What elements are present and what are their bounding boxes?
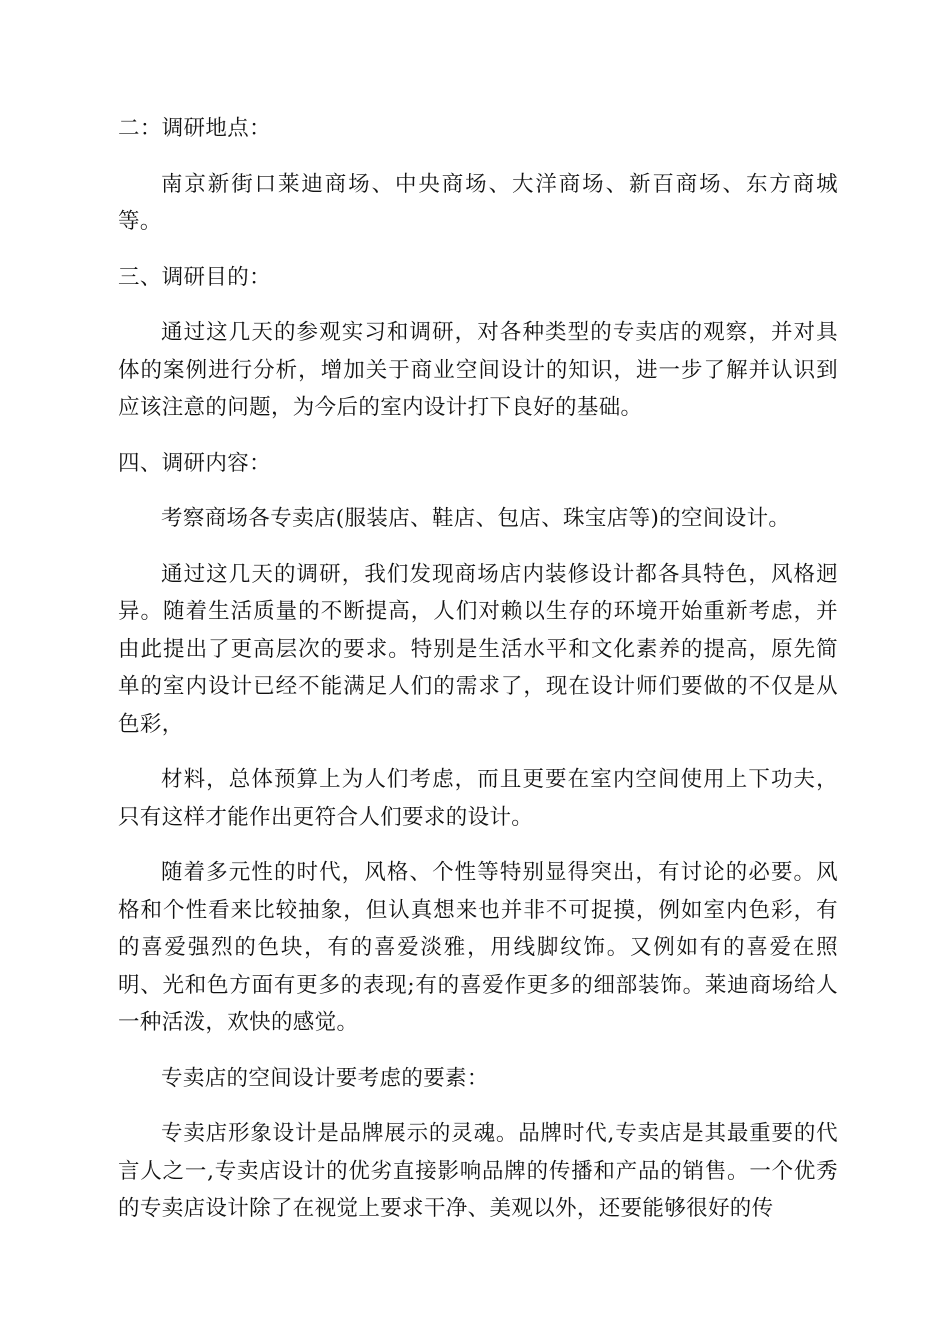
paragraph-survey-findings: 通过这几天的调研，我们发现商场店内装修设计都各具特色，风格迥异。随着生活质量的不断提高，人们对赖以生存的环境开始重新考虑，并由此提出了更高层次的要求。特别是生活水平和文化素养的提高，原先简单的室内设计已经不能满足人们的需求了，现在设计师们要做的不仅是从色彩，: [118, 561, 838, 737]
heading-survey-purpose: 三、调研目的：: [118, 264, 271, 290]
paragraph-survey-location: 南京新街口莱迪商场、中央商场、大洋商场、新百商场、东方商城等。: [118, 171, 838, 234]
heading-survey-content: 四、调研内容：: [118, 450, 271, 476]
heading-survey-location: 二：调研地点：: [118, 116, 271, 141]
paragraph-survey-purpose: 通过这几天的参观实习和调研，对各种类型的专卖店的观察，并对具体的案例进行分析，增加关于商业空间设计的知识，进一步了解并认识到应该注意的问题，为今后的室内设计打下良好的基础。: [118, 320, 838, 420]
document-body: [118, 110, 838, 1228]
paragraph-materials-budget: 材料，总体预算上为人们考虑，而且更要在室内空间使用上下功夫，只有这样才能作出更符合人们要求的设计。: [118, 767, 838, 830]
paragraph-survey-scope: 考察商场各专卖店(服装店、鞋店、包店、珠宝店等)的空间设计。: [161, 506, 791, 531]
paragraph-design-elements-intro: 专卖店的空间设计要考虑的要素：: [161, 1065, 489, 1091]
paragraph-style-personality: 随着多元性的时代，风格、个性等特别显得突出，有讨论的必要。风格和个性看来比较抽象，但认真想来也并非不可捉摸，例如室内色彩，有的喜爱强烈的色块，有的喜爱淡雅，用线脚纹饰。又例如有的喜爱在照明、光和色方面有更多的表现;有的喜爱作更多的细部装饰。莱迪商场给人一种活泼，欢快的感觉。: [118, 860, 838, 1035]
paragraph-store-image-design: 专卖店形象设计是品牌展示的灵魂。品牌时代,专卖店是其最重要的代言人之一,专卖店设计的优劣直接影响品牌的传播和产品的销售。一个优秀的专卖店设计除了在视觉上要求干净、美观以外，还要能够很好的传: [118, 1121, 838, 1221]
